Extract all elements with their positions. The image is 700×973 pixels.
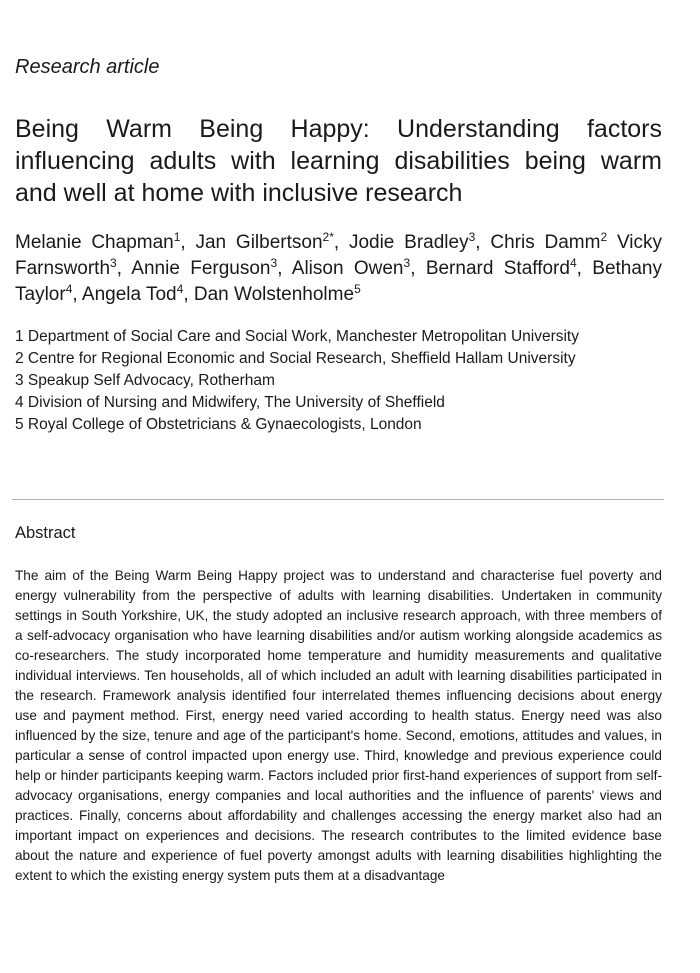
- author: [426, 258, 577, 279]
- author-affiliation-marker: 1: [173, 230, 181, 244]
- author-affiliation-marker: 2: [600, 230, 608, 244]
- author-affiliation-marker: 3: [403, 256, 411, 270]
- author: [195, 232, 333, 253]
- affiliation-list: [15, 326, 662, 436]
- author-affiliation-marker: 3: [110, 256, 117, 270]
- author: [82, 284, 183, 305]
- author-name: Alison Owen: [291, 258, 404, 279]
- article-type-label: Research article: [15, 56, 160, 78]
- author: [15, 232, 180, 253]
- author-name: Bethany Taylor: [15, 258, 662, 305]
- author-affiliation-marker: 3: [468, 230, 476, 244]
- author: [131, 258, 277, 279]
- affiliation-item: 3 Speakup Self Advocacy, Rotherham: [15, 372, 275, 389]
- affiliation-item: 4 Division of Nursing and Midwifery, The University of Sheffield: [15, 394, 445, 411]
- abstract-text: The aim of the Being Warm Being Happy project was to understand and characterise fuel poverty and energy vulnerability from the perspective of adults with learning disabilities. Undertaken in community settings in South Yorkshire, UK, the study adopted an inclusive research approach, with three members of a self-advocacy organisation who have learning disabilities and/or autism working alongside academics as co-researchers. The study incorporated home temperature and humidity measurements and qualitative individual interviews. Ten households, all of which included an adult with learning disabilities participated in the research. Framework analysis identified four interrelated themes influencing decisions about energy use and payment method. First, energy need varied according to health status. Energy need was also influenced by the size, tenure and age of the participant's home. Second, emotions, attitudes and values, in particular a sense of control impacted upon energy use. Third, knowledge and previous experience could help or hinder participants keeping warm. Factors included prior first-hand experiences of support from self-advocacy organisations, energy companies and local authorities and the influence of parents' views and practices. Finally, concerns about affordability and challenges accessing the energy market also had an important impact on experiences and decisions. The research contributes to the limited evidence base about the nature and experience of fuel poverty amongst adults with learning disabilities highlighting the extent to which the existing energy system puts them at a disadvantage: [15, 568, 662, 883]
- author-name: Dan Wolstenholme: [193, 284, 355, 305]
- author-name: Melanie Chapman: [15, 232, 174, 253]
- article-title: Being Warm Being Happy: Understanding factors influencing adults with learning disabilities being warm and well at home with inclusive research: [15, 115, 662, 207]
- author-name: Chris Damm: [490, 232, 601, 253]
- author-list: Melanie Chapman$^1$, Jan Gilbertson$^{2*}$, Jodie Bradley$^3$, Chris Damm$^2$ Vicky Farnsworth$^3$, Annie Ferguson$^3$, Alison Owen$^3$, Bernard Stafford$^4$, Bethany Taylor$^4$, Angela Tod$^4$, Dan Wolstenholme$^5$: [15, 230, 662, 305]
- section-divider: [12, 499, 664, 500]
- author-name: Jan Gilbertson: [195, 232, 323, 253]
- author: [292, 258, 410, 279]
- author: [490, 232, 607, 253]
- author-affiliation-marker: 4: [176, 282, 184, 296]
- author-affiliation-marker: 4: [569, 256, 577, 270]
- author-name: Bernard Stafford: [425, 258, 570, 279]
- author-affiliation-marker: 5: [354, 282, 361, 296]
- author-affiliation-marker: 2*: [322, 230, 334, 244]
- affiliation-item: 1 Department of Social Care and Social Work, Manchester Metropolitan University: [15, 328, 579, 345]
- affiliation-item: 2 Centre for Regional Economic and Social Research, Sheffield Hallam University: [15, 350, 576, 367]
- author-name: Angela Tod: [81, 284, 177, 305]
- author-name: Vicky Farnsworth: [15, 232, 662, 279]
- author-name: Jodie Bradley: [348, 232, 469, 253]
- affiliation-item: 5 Royal College of Obstetricians & Gynaecologists, London: [15, 416, 422, 433]
- author: [349, 232, 475, 253]
- author-affiliation-marker: 4: [65, 282, 73, 296]
- author-affiliation-marker: 3: [270, 256, 278, 270]
- author-name: Annie Ferguson: [131, 258, 271, 279]
- author: [194, 284, 361, 305]
- abstract-heading: Abstract: [15, 524, 76, 542]
